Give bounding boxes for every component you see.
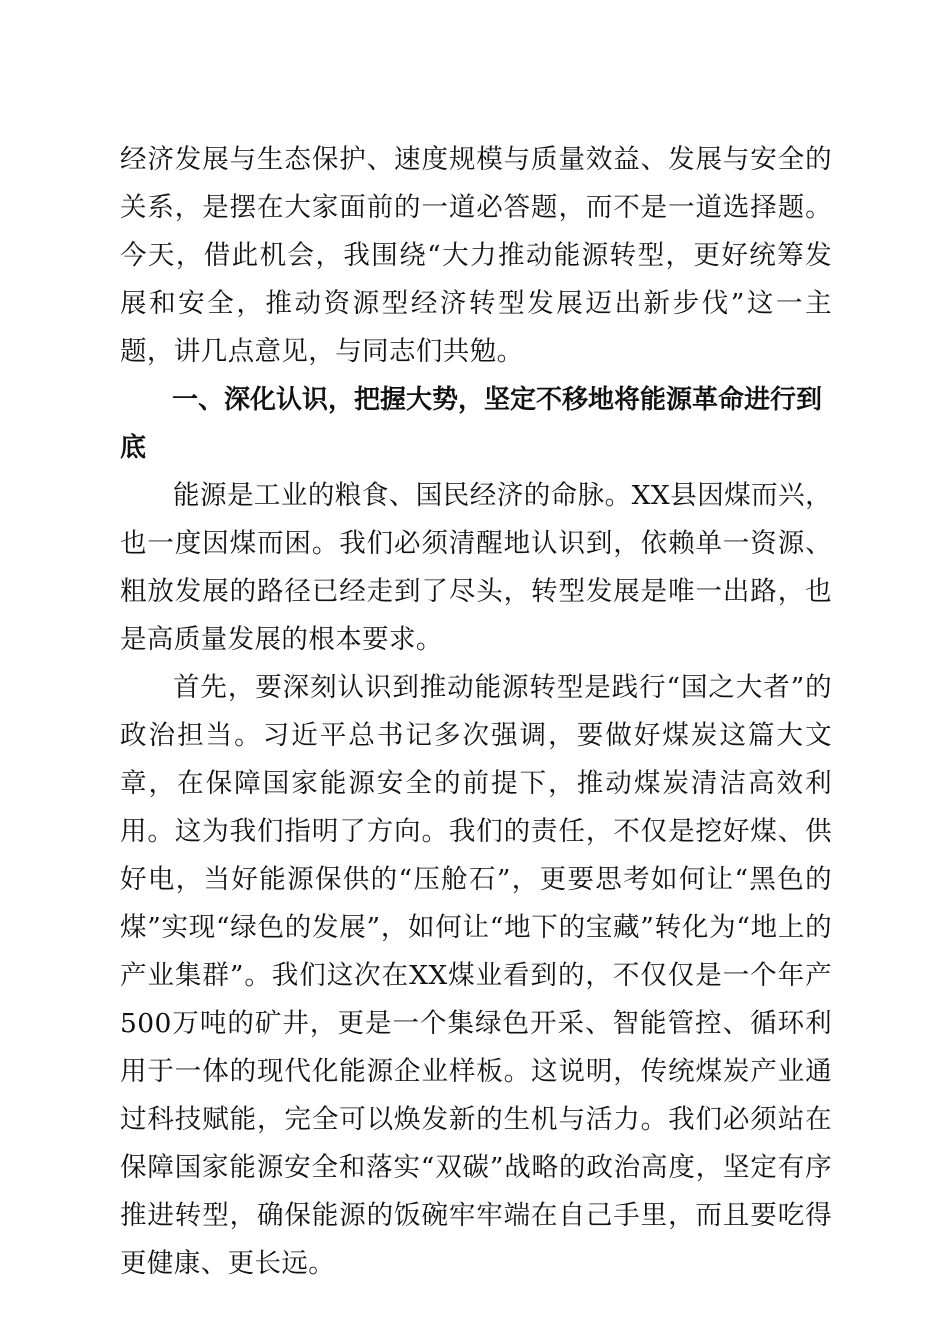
paragraph-political-responsibility: 首先，要深刻认识到推动能源转型是践行“国之大者”的政治担当。习近平总书记多次强调，要做好煤炭这篇大文章，在保障国家能源安全的前提下，推动煤炭清洁高效利用。这为我们指明了方向。我们的责任，不仅是挖好煤、供好电，当好能源保供的“压舱石”，更要思考如何让“黑色的煤”实现“绿色的发展”，如何让“地下的宝藏”转化为“地上的产业集群”。我们这次在XX煤业看到的，不仅仅是一个年产500万吨的矿井，更是一个集绿色开采、智能管控、循环利用于一体的现代化能源企业样板。这说明，传统煤炭产业通过科技赋能，完全可以焕发新的生机与活力。我们必须站在保障国家能源安全和落实“双碳”战略的政治高度，坚定有序推进转型，确保能源的饭碗牢牢端在自己手里，而且要吃得更健康、更长远。 xyxy=(120,672,832,1279)
paragraph-intro: 经济发展与生态保护、速度规模与质量效益、发展与安全的关系，是摆在大家面前的一道必答题，而不是一道选择题。今天，借此机会，我围绕“大力推动能源转型，更好统筹发展和安全，推动资源型经济转型发展迈出新步伐”这一主题，讲几点意见，与同志们共勉。 xyxy=(120,144,832,367)
paragraph-energy-importance: 能源是工业的粮食、国民经济的命脉。XX县因煤而兴，也一度因煤而困。我们必须清醒地认识到，依赖单一资源、粗放发展的路径已经走到了尽头，转型发展是唯一出路，也是高质量发展的根本要求。 xyxy=(120,480,832,655)
document-body xyxy=(120,136,832,1288)
section-heading-1: 一、深化认识，把握大势，坚定不移地将能源革命进行到底 xyxy=(120,385,823,463)
